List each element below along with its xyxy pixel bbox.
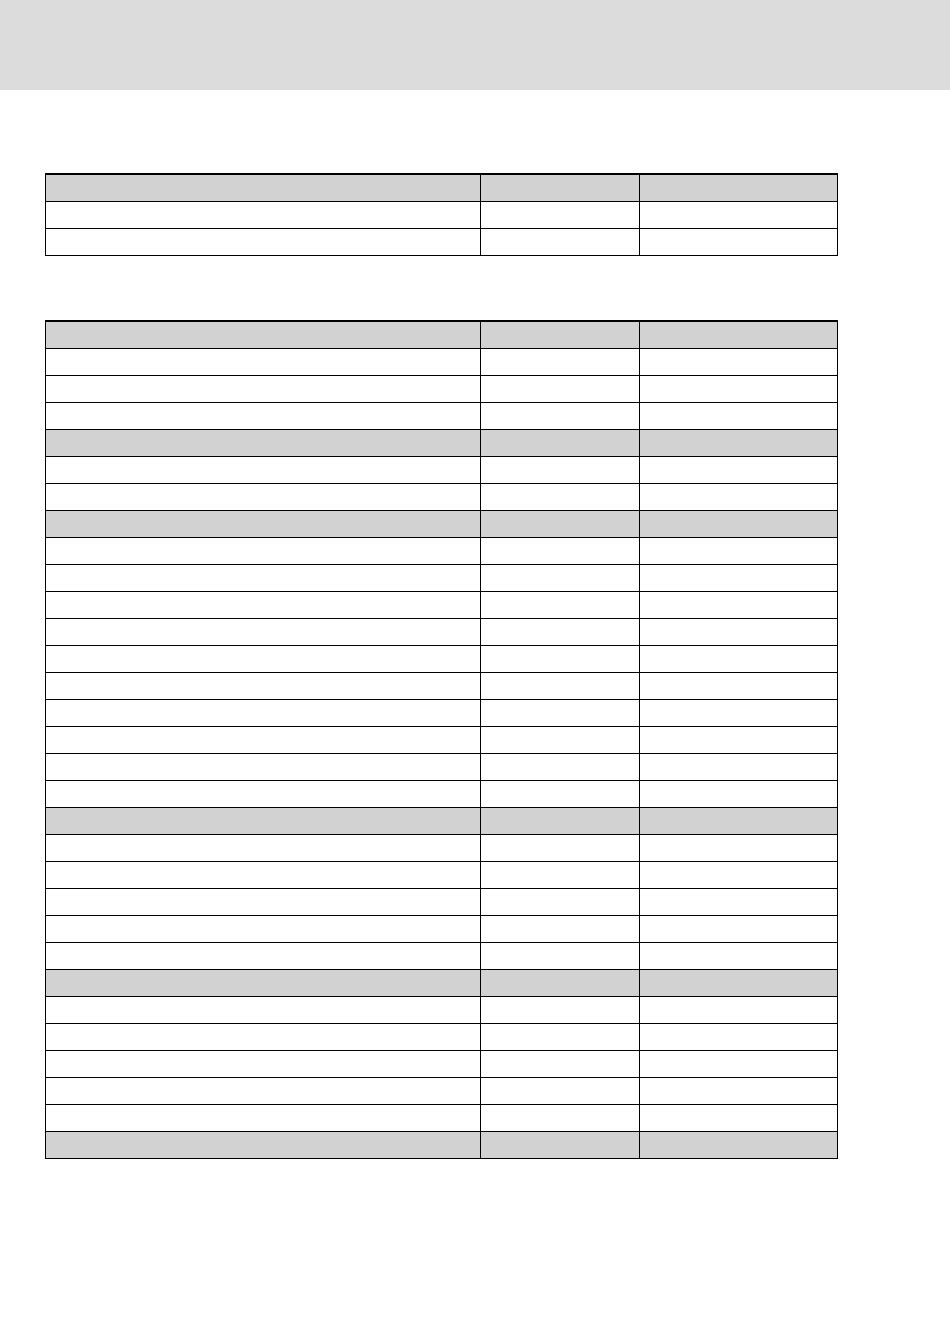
table-cell bbox=[640, 996, 838, 1023]
table-cell bbox=[46, 915, 481, 942]
table-row bbox=[46, 564, 838, 591]
table-cell bbox=[640, 969, 838, 996]
table-cell bbox=[46, 861, 481, 888]
table-body bbox=[46, 174, 838, 255]
table-cell bbox=[481, 726, 640, 753]
table-cell bbox=[46, 429, 481, 456]
table-row bbox=[46, 942, 838, 969]
table-cell bbox=[46, 564, 481, 591]
table-cell bbox=[481, 672, 640, 699]
table-cell bbox=[481, 942, 640, 969]
table-row bbox=[46, 699, 838, 726]
table-cell bbox=[46, 456, 481, 483]
table-cell bbox=[640, 726, 838, 753]
table-cell bbox=[481, 429, 640, 456]
table-cell bbox=[640, 591, 838, 618]
table-body bbox=[46, 321, 838, 1158]
table-row bbox=[46, 483, 838, 510]
table-row bbox=[46, 456, 838, 483]
table-cell bbox=[481, 402, 640, 429]
table-cell bbox=[640, 228, 838, 255]
data-table bbox=[45, 173, 838, 256]
table-cell bbox=[481, 780, 640, 807]
table-cell bbox=[46, 618, 481, 645]
table-cell bbox=[481, 753, 640, 780]
table-cell bbox=[481, 537, 640, 564]
table-cell bbox=[46, 402, 481, 429]
table-cell bbox=[640, 834, 838, 861]
table-cell bbox=[46, 201, 481, 228]
table-row bbox=[46, 834, 838, 861]
table-cell bbox=[481, 996, 640, 1023]
table-cell bbox=[481, 201, 640, 228]
table-cell bbox=[481, 1077, 640, 1104]
table-cell bbox=[640, 348, 838, 375]
table-cell bbox=[640, 402, 838, 429]
table-row bbox=[46, 537, 838, 564]
table-cell bbox=[481, 1104, 640, 1131]
table-cell bbox=[640, 645, 838, 672]
section-row bbox=[46, 174, 838, 201]
table-cell bbox=[46, 672, 481, 699]
table-cell bbox=[46, 996, 481, 1023]
table-row bbox=[46, 402, 838, 429]
table-row bbox=[46, 228, 838, 255]
data-table bbox=[45, 320, 838, 1159]
table-cell bbox=[481, 564, 640, 591]
table-cell bbox=[640, 780, 838, 807]
table-cell bbox=[481, 861, 640, 888]
table-row bbox=[46, 753, 838, 780]
table-row bbox=[46, 1077, 838, 1104]
section-row bbox=[46, 807, 838, 834]
section-row bbox=[46, 510, 838, 537]
table-cell bbox=[46, 1131, 481, 1158]
table-cell bbox=[640, 807, 838, 834]
table-cell bbox=[46, 174, 481, 201]
table-cell bbox=[46, 780, 481, 807]
table-row bbox=[46, 1023, 838, 1050]
table-row bbox=[46, 591, 838, 618]
table-cell bbox=[46, 699, 481, 726]
table-cell bbox=[640, 1131, 838, 1158]
table-row bbox=[46, 672, 838, 699]
table-cell bbox=[640, 456, 838, 483]
table-row bbox=[46, 888, 838, 915]
section-row bbox=[46, 969, 838, 996]
table-cell bbox=[640, 564, 838, 591]
table-cell bbox=[481, 1131, 640, 1158]
table-cell bbox=[640, 1104, 838, 1131]
table-cell bbox=[46, 1050, 481, 1077]
table-cell bbox=[46, 753, 481, 780]
table-cell bbox=[481, 456, 640, 483]
table-cell bbox=[46, 537, 481, 564]
table-cell bbox=[481, 510, 640, 537]
table-cell bbox=[46, 969, 481, 996]
table-cell bbox=[481, 483, 640, 510]
table-cell bbox=[640, 699, 838, 726]
table-cell bbox=[46, 591, 481, 618]
table-cell bbox=[46, 483, 481, 510]
table-row bbox=[46, 726, 838, 753]
table-cell bbox=[640, 942, 838, 969]
table-row bbox=[46, 375, 838, 402]
table-cell bbox=[46, 942, 481, 969]
table-cell bbox=[481, 348, 640, 375]
table-cell bbox=[481, 645, 640, 672]
table-cell bbox=[481, 618, 640, 645]
table-row bbox=[46, 915, 838, 942]
table-cell bbox=[46, 1077, 481, 1104]
table-cell bbox=[46, 321, 481, 348]
table-cell bbox=[46, 1023, 481, 1050]
table-row bbox=[46, 1050, 838, 1077]
table-cell bbox=[46, 726, 481, 753]
table-cell bbox=[640, 537, 838, 564]
table-cell bbox=[481, 321, 640, 348]
table-cell bbox=[46, 888, 481, 915]
table-cell bbox=[46, 645, 481, 672]
table-cell bbox=[640, 510, 838, 537]
table-cell bbox=[481, 915, 640, 942]
table-cell bbox=[481, 699, 640, 726]
table-cell bbox=[481, 375, 640, 402]
table-cell bbox=[640, 1050, 838, 1077]
table-cell bbox=[481, 591, 640, 618]
section-row bbox=[46, 321, 838, 348]
table-cell bbox=[46, 348, 481, 375]
table-row bbox=[46, 780, 838, 807]
table-cell bbox=[481, 888, 640, 915]
table-row bbox=[46, 348, 838, 375]
table-row bbox=[46, 618, 838, 645]
table-cell bbox=[640, 915, 838, 942]
table-cell bbox=[481, 1050, 640, 1077]
table-cell bbox=[46, 375, 481, 402]
table-cell bbox=[481, 228, 640, 255]
table-row bbox=[46, 201, 838, 228]
table-cell bbox=[640, 888, 838, 915]
table-cell bbox=[640, 672, 838, 699]
table-cell bbox=[640, 483, 838, 510]
table-row bbox=[46, 1104, 838, 1131]
section-row bbox=[46, 429, 838, 456]
table-row bbox=[46, 645, 838, 672]
table-cell bbox=[481, 807, 640, 834]
table-cell bbox=[481, 969, 640, 996]
table-cell bbox=[640, 753, 838, 780]
table-cell bbox=[640, 321, 838, 348]
table-cell bbox=[46, 807, 481, 834]
table-cell bbox=[640, 375, 838, 402]
table-cell bbox=[481, 834, 640, 861]
table-cell bbox=[640, 1077, 838, 1104]
section-row bbox=[46, 1131, 838, 1158]
table-cell bbox=[46, 228, 481, 255]
table-cell bbox=[640, 174, 838, 201]
table-cell bbox=[640, 861, 838, 888]
header-band bbox=[0, 0, 950, 90]
table-cell bbox=[46, 510, 481, 537]
table-row bbox=[46, 861, 838, 888]
table-cell bbox=[46, 834, 481, 861]
table-cell bbox=[46, 1104, 481, 1131]
table-cell bbox=[640, 1023, 838, 1050]
table-cell bbox=[640, 429, 838, 456]
table-cell bbox=[481, 174, 640, 201]
table-cell bbox=[481, 1023, 640, 1050]
table-row bbox=[46, 996, 838, 1023]
table-cell bbox=[640, 618, 838, 645]
table-cell bbox=[640, 201, 838, 228]
